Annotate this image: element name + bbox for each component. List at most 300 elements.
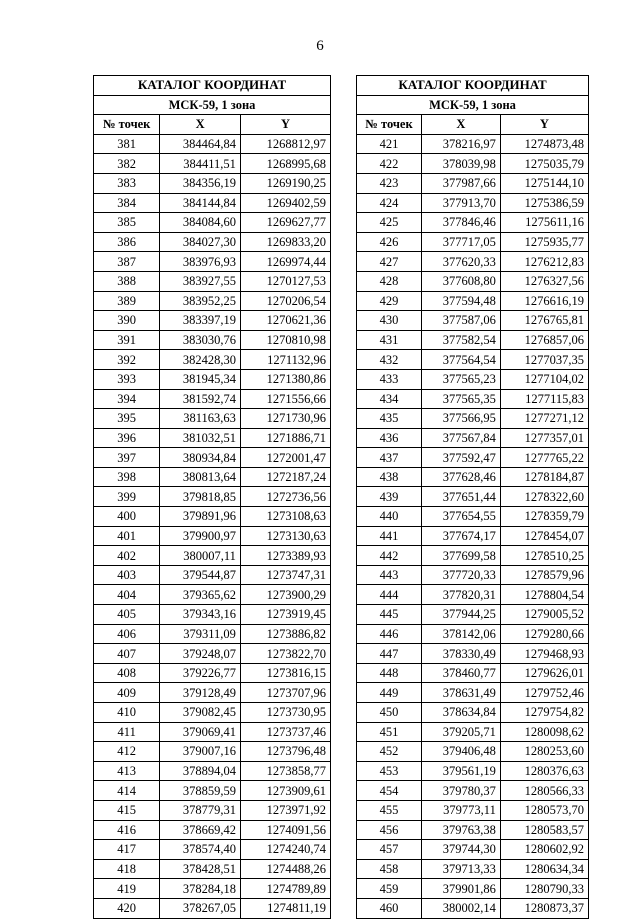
point-number-cell: 390: [94, 311, 160, 331]
x-coordinate-cell: 384084,60: [160, 213, 241, 233]
x-coordinate-cell: 377582,54: [421, 330, 500, 350]
y-coordinate-cell: 1276327,56: [500, 271, 588, 291]
y-coordinate-cell: 1277271,12: [500, 409, 588, 429]
point-number-cell: 436: [357, 428, 422, 448]
y-coordinate-cell: 1273858,77: [240, 761, 330, 781]
y-coordinate-cell: 1275386,59: [500, 193, 588, 213]
x-coordinate-cell: 381163,63: [160, 409, 241, 429]
catalog-title: КАТАЛОГ КООРДИНАТ: [357, 76, 589, 96]
point-number-cell: 385: [94, 213, 160, 233]
table-row: [357, 350, 589, 370]
table-row: [357, 252, 589, 272]
point-number-cell: 389: [94, 291, 160, 311]
y-coordinate-cell: 1271730,96: [240, 409, 330, 429]
x-coordinate-cell: 379128,49: [160, 683, 241, 703]
point-number-cell: 437: [357, 448, 422, 468]
table-row: [357, 585, 589, 605]
x-coordinate-cell: 379544,87: [160, 565, 241, 585]
y-coordinate-cell: 1274873,48: [500, 134, 588, 154]
point-number-cell: 407: [94, 644, 160, 664]
y-coordinate-cell: 1279752,46: [500, 683, 588, 703]
x-coordinate-cell: 380007,11: [160, 546, 241, 566]
table-row: [94, 722, 331, 742]
y-coordinate-cell: 1273796,48: [240, 742, 330, 762]
point-number-cell: 454: [357, 781, 422, 801]
y-coordinate-cell: 1270206,54: [240, 291, 330, 311]
x-coordinate-cell: 379365,62: [160, 585, 241, 605]
y-coordinate-cell: 1278359,79: [500, 507, 588, 527]
y-coordinate-cell: 1272187,24: [240, 467, 330, 487]
point-number-cell: 415: [94, 800, 160, 820]
point-number-cell: 388: [94, 271, 160, 291]
table-row: [94, 369, 331, 389]
table-row: [94, 350, 331, 370]
table-row: [357, 859, 589, 879]
table-row: [94, 565, 331, 585]
y-coordinate-cell: 1273886,82: [240, 624, 330, 644]
x-coordinate-cell: 378330,49: [421, 644, 500, 664]
point-number-cell: 449: [357, 683, 422, 703]
y-coordinate-cell: 1271886,71: [240, 428, 330, 448]
table-row: [94, 742, 331, 762]
x-coordinate-cell: 378142,06: [421, 624, 500, 644]
point-number-cell: 423: [357, 173, 422, 193]
y-coordinate-cell: 1277037,35: [500, 350, 588, 370]
x-coordinate-cell: 378631,49: [421, 683, 500, 703]
y-coordinate-cell: 1273108,63: [240, 507, 330, 527]
point-number-cell: 405: [94, 605, 160, 625]
y-coordinate-cell: 1280566,33: [500, 781, 588, 801]
point-number-cell: 398: [94, 467, 160, 487]
point-number-cell: 444: [357, 585, 422, 605]
coordinate-catalog-table-left: [93, 75, 331, 919]
table-row: [94, 134, 331, 154]
y-coordinate-cell: 1278579,96: [500, 565, 588, 585]
table-row: [357, 487, 589, 507]
x-coordinate-cell: 379713,33: [421, 859, 500, 879]
table-row: [357, 271, 589, 291]
table-row: [94, 820, 331, 840]
y-coordinate-cell: 1277765,22: [500, 448, 588, 468]
point-number-cell: 459: [357, 879, 422, 899]
y-coordinate-cell: 1279005,52: [500, 605, 588, 625]
point-number-cell: 453: [357, 761, 422, 781]
x-coordinate-cell: 384027,30: [160, 232, 241, 252]
y-coordinate-cell: 1280573,70: [500, 800, 588, 820]
y-coordinate-cell: 1280790,33: [500, 879, 588, 899]
table-row: [357, 428, 589, 448]
table-row: [357, 213, 589, 233]
x-coordinate-cell: 378634,84: [421, 703, 500, 723]
table-row: [357, 683, 589, 703]
column-header-point-number: № точек: [357, 115, 422, 135]
column-header-point-number: № точек: [94, 115, 160, 135]
x-coordinate-cell: 379901,86: [421, 879, 500, 899]
y-coordinate-cell: 1269833,20: [240, 232, 330, 252]
y-coordinate-cell: 1278322,60: [500, 487, 588, 507]
x-coordinate-cell: 380002,14: [421, 898, 500, 918]
table-row: [94, 879, 331, 899]
point-number-cell: 430: [357, 311, 422, 331]
x-coordinate-cell: 380934,84: [160, 448, 241, 468]
table-row: [94, 585, 331, 605]
y-coordinate-cell: 1280602,92: [500, 840, 588, 860]
point-number-cell: 457: [357, 840, 422, 860]
table-row: [357, 330, 589, 350]
table-row: [357, 742, 589, 762]
x-coordinate-cell: 378216,97: [421, 134, 500, 154]
x-coordinate-cell: 377674,17: [421, 526, 500, 546]
x-coordinate-cell: 379205,71: [421, 722, 500, 742]
point-number-cell: 455: [357, 800, 422, 820]
y-coordinate-cell: 1274789,89: [240, 879, 330, 899]
x-coordinate-cell: 383976,93: [160, 252, 241, 272]
x-coordinate-cell: 381592,74: [160, 389, 241, 409]
table-row: [357, 409, 589, 429]
table-row: [357, 624, 589, 644]
y-coordinate-cell: 1278454,07: [500, 526, 588, 546]
x-coordinate-cell: 381032,51: [160, 428, 241, 448]
point-number-cell: 397: [94, 448, 160, 468]
column-header-y: Y: [240, 115, 330, 135]
point-number-cell: 440: [357, 507, 422, 527]
point-number-cell: 439: [357, 487, 422, 507]
point-number-cell: 418: [94, 859, 160, 879]
x-coordinate-cell: 383952,25: [160, 291, 241, 311]
x-coordinate-cell: 378428,51: [160, 859, 241, 879]
point-number-cell: 450: [357, 703, 422, 723]
x-coordinate-cell: 377566,95: [421, 409, 500, 429]
table-row: [94, 232, 331, 252]
table-row: [357, 644, 589, 664]
y-coordinate-cell: 1277115,83: [500, 389, 588, 409]
catalog-title: КАТАЛОГ КООРДИНАТ: [94, 76, 331, 96]
x-coordinate-cell: 379069,41: [160, 722, 241, 742]
table-row: [357, 781, 589, 801]
point-number-cell: 400: [94, 507, 160, 527]
y-coordinate-cell: 1273707,96: [240, 683, 330, 703]
x-coordinate-cell: 379007,16: [160, 742, 241, 762]
table-row: [94, 683, 331, 703]
point-number-cell: 427: [357, 252, 422, 272]
table-row: [357, 232, 589, 252]
x-coordinate-cell: 377567,84: [421, 428, 500, 448]
column-header-x: X: [160, 115, 241, 135]
point-number-cell: 383: [94, 173, 160, 193]
x-coordinate-cell: 377654,55: [421, 507, 500, 527]
x-coordinate-cell: 384411,51: [160, 154, 241, 174]
y-coordinate-cell: 1273737,46: [240, 722, 330, 742]
table-row: [94, 761, 331, 781]
table-row: [357, 546, 589, 566]
point-number-cell: 403: [94, 565, 160, 585]
x-coordinate-cell: 384464,84: [160, 134, 241, 154]
x-coordinate-cell: 379561,19: [421, 761, 500, 781]
y-coordinate-cell: 1280376,63: [500, 761, 588, 781]
table-row: [94, 409, 331, 429]
x-coordinate-cell: 381945,34: [160, 369, 241, 389]
table-row: [357, 154, 589, 174]
y-coordinate-cell: 1269974,44: [240, 252, 330, 272]
y-coordinate-cell: 1277104,02: [500, 369, 588, 389]
table-row: [357, 663, 589, 683]
point-number-cell: 387: [94, 252, 160, 272]
table-row: [357, 311, 589, 331]
table-row: [94, 252, 331, 272]
point-number-cell: 394: [94, 389, 160, 409]
y-coordinate-cell: 1275144,10: [500, 173, 588, 193]
x-coordinate-cell: 383397,19: [160, 311, 241, 331]
table-row: [357, 722, 589, 742]
point-number-cell: 404: [94, 585, 160, 605]
table-row: [357, 879, 589, 899]
table-row: [94, 428, 331, 448]
y-coordinate-cell: 1280253,60: [500, 742, 588, 762]
point-number-cell: 381: [94, 134, 160, 154]
table-row: [357, 565, 589, 585]
table-row: [94, 644, 331, 664]
y-coordinate-cell: 1268812,97: [240, 134, 330, 154]
x-coordinate-cell: 377944,25: [421, 605, 500, 625]
page-number: 6: [316, 38, 324, 54]
table-row: [357, 193, 589, 213]
table-row: [94, 840, 331, 860]
y-coordinate-cell: 1279626,01: [500, 663, 588, 683]
point-number-cell: 410: [94, 703, 160, 723]
point-number-cell: 395: [94, 409, 160, 429]
y-coordinate-cell: 1272001,47: [240, 448, 330, 468]
x-coordinate-cell: 379744,30: [421, 840, 500, 860]
table-row: [94, 507, 331, 527]
point-number-cell: 414: [94, 781, 160, 801]
point-number-cell: 382: [94, 154, 160, 174]
table-row: [94, 546, 331, 566]
y-coordinate-cell: 1279754,82: [500, 703, 588, 723]
y-coordinate-cell: 1273822,70: [240, 644, 330, 664]
table-row: [357, 291, 589, 311]
point-number-cell: 432: [357, 350, 422, 370]
y-coordinate-cell: 1274811,19: [240, 898, 330, 918]
point-number-cell: 386: [94, 232, 160, 252]
point-number-cell: 422: [357, 154, 422, 174]
y-coordinate-cell: 1273389,93: [240, 546, 330, 566]
point-number-cell: 448: [357, 663, 422, 683]
y-coordinate-cell: 1269627,77: [240, 213, 330, 233]
point-number-cell: 429: [357, 291, 422, 311]
y-coordinate-cell: 1272736,56: [240, 487, 330, 507]
y-coordinate-cell: 1278804,54: [500, 585, 588, 605]
point-number-cell: 445: [357, 605, 422, 625]
table-row: [94, 703, 331, 723]
table-row: [94, 859, 331, 879]
table-row: [94, 311, 331, 331]
x-coordinate-cell: 379780,37: [421, 781, 500, 801]
table-row: [94, 467, 331, 487]
y-coordinate-cell: 1271380,86: [240, 369, 330, 389]
point-number-cell: 428: [357, 271, 422, 291]
point-number-cell: 401: [94, 526, 160, 546]
x-coordinate-cell: 377720,33: [421, 565, 500, 585]
x-coordinate-cell: 379248,07: [160, 644, 241, 664]
x-coordinate-cell: 377820,31: [421, 585, 500, 605]
x-coordinate-cell: 378267,05: [160, 898, 241, 918]
x-coordinate-cell: 377620,33: [421, 252, 500, 272]
x-coordinate-cell: 377564,54: [421, 350, 500, 370]
x-coordinate-cell: 377913,70: [421, 193, 500, 213]
x-coordinate-cell: 378894,04: [160, 761, 241, 781]
x-coordinate-cell: 380813,64: [160, 467, 241, 487]
x-coordinate-cell: 377651,44: [421, 487, 500, 507]
x-coordinate-cell: 378574,40: [160, 840, 241, 860]
table-row: [357, 800, 589, 820]
x-coordinate-cell: 379226,77: [160, 663, 241, 683]
point-number-cell: 408: [94, 663, 160, 683]
x-coordinate-cell: 377587,06: [421, 311, 500, 331]
table-row: [94, 605, 331, 625]
point-number-cell: 417: [94, 840, 160, 860]
table-row: [94, 526, 331, 546]
x-coordinate-cell: 378669,42: [160, 820, 241, 840]
x-coordinate-cell: 378284,18: [160, 879, 241, 899]
point-number-cell: 425: [357, 213, 422, 233]
y-coordinate-cell: 1277357,01: [500, 428, 588, 448]
y-coordinate-cell: 1280634,34: [500, 859, 588, 879]
y-coordinate-cell: 1271556,66: [240, 389, 330, 409]
y-coordinate-cell: 1270810,98: [240, 330, 330, 350]
x-coordinate-cell: 379406,48: [421, 742, 500, 762]
point-number-cell: 420: [94, 898, 160, 918]
table-row: [94, 173, 331, 193]
point-number-cell: 433: [357, 369, 422, 389]
column-header-y: Y: [500, 115, 588, 135]
x-coordinate-cell: 379082,45: [160, 703, 241, 723]
x-coordinate-cell: 377699,58: [421, 546, 500, 566]
table-row: [357, 703, 589, 723]
point-number-cell: 456: [357, 820, 422, 840]
point-number-cell: 419: [94, 879, 160, 899]
point-number-cell: 458: [357, 859, 422, 879]
x-coordinate-cell: 379773,11: [421, 800, 500, 820]
y-coordinate-cell: 1273747,31: [240, 565, 330, 585]
table-row: [357, 134, 589, 154]
point-number-cell: 411: [94, 722, 160, 742]
x-coordinate-cell: 377987,66: [421, 173, 500, 193]
point-number-cell: 438: [357, 467, 422, 487]
point-number-cell: 442: [357, 546, 422, 566]
table-row: [357, 389, 589, 409]
point-number-cell: 399: [94, 487, 160, 507]
point-number-cell: 426: [357, 232, 422, 252]
table-row: [357, 173, 589, 193]
table-row: [94, 781, 331, 801]
y-coordinate-cell: 1273900,29: [240, 585, 330, 605]
table-row: [94, 487, 331, 507]
y-coordinate-cell: 1270621,36: [240, 311, 330, 331]
table-row: [94, 448, 331, 468]
y-coordinate-cell: 1275935,77: [500, 232, 588, 252]
x-coordinate-cell: 378460,77: [421, 663, 500, 683]
table-row: [94, 154, 331, 174]
x-coordinate-cell: 383927,55: [160, 271, 241, 291]
table-row: [94, 800, 331, 820]
x-coordinate-cell: 379818,85: [160, 487, 241, 507]
point-number-cell: 412: [94, 742, 160, 762]
point-number-cell: 396: [94, 428, 160, 448]
y-coordinate-cell: 1274488,26: [240, 859, 330, 879]
y-coordinate-cell: 1274240,74: [240, 840, 330, 860]
x-coordinate-cell: 377608,80: [421, 271, 500, 291]
x-coordinate-cell: 379900,97: [160, 526, 241, 546]
y-coordinate-cell: 1280583,57: [500, 820, 588, 840]
x-coordinate-cell: 382428,30: [160, 350, 241, 370]
table-body-right: [357, 134, 589, 918]
y-coordinate-cell: 1275611,16: [500, 213, 588, 233]
table-row: [357, 605, 589, 625]
x-coordinate-cell: 378039,98: [421, 154, 500, 174]
x-coordinate-cell: 378859,59: [160, 781, 241, 801]
coordinate-system-zone: МСК-59, 1 зона: [357, 95, 589, 115]
point-number-cell: 434: [357, 389, 422, 409]
point-number-cell: 421: [357, 134, 422, 154]
point-number-cell: 441: [357, 526, 422, 546]
point-number-cell: 384: [94, 193, 160, 213]
y-coordinate-cell: 1276765,81: [500, 311, 588, 331]
table-row: [94, 663, 331, 683]
y-coordinate-cell: 1279280,66: [500, 624, 588, 644]
y-coordinate-cell: 1278184,87: [500, 467, 588, 487]
table-row: [357, 526, 589, 546]
table-row: [357, 467, 589, 487]
table-row: [357, 820, 589, 840]
y-coordinate-cell: 1270127,53: [240, 271, 330, 291]
point-number-cell: 391: [94, 330, 160, 350]
table-row: [94, 193, 331, 213]
point-number-cell: 452: [357, 742, 422, 762]
table-row: [357, 761, 589, 781]
table-row: [94, 624, 331, 644]
point-number-cell: 406: [94, 624, 160, 644]
y-coordinate-cell: 1276212,83: [500, 252, 588, 272]
column-header-x: X: [421, 115, 500, 135]
x-coordinate-cell: 379763,38: [421, 820, 500, 840]
coordinate-system-zone: МСК-59, 1 зона: [94, 95, 331, 115]
table-row: [357, 369, 589, 389]
point-number-cell: 435: [357, 409, 422, 429]
y-coordinate-cell: 1278510,25: [500, 546, 588, 566]
point-number-cell: 431: [357, 330, 422, 350]
table-row: [94, 213, 331, 233]
y-coordinate-cell: 1269402,59: [240, 193, 330, 213]
table-row: [357, 507, 589, 527]
table-row: [357, 448, 589, 468]
point-number-cell: 424: [357, 193, 422, 213]
y-coordinate-cell: 1273971,92: [240, 800, 330, 820]
point-number-cell: 451: [357, 722, 422, 742]
point-number-cell: 413: [94, 761, 160, 781]
y-coordinate-cell: 1274091,56: [240, 820, 330, 840]
y-coordinate-cell: 1275035,79: [500, 154, 588, 174]
y-coordinate-cell: 1276616,19: [500, 291, 588, 311]
x-coordinate-cell: 377717,05: [421, 232, 500, 252]
table-row: [357, 840, 589, 860]
x-coordinate-cell: 377594,48: [421, 291, 500, 311]
x-coordinate-cell: 379891,96: [160, 507, 241, 527]
y-coordinate-cell: 1268995,68: [240, 154, 330, 174]
point-number-cell: 447: [357, 644, 422, 664]
y-coordinate-cell: 1273730,95: [240, 703, 330, 723]
y-coordinate-cell: 1273816,15: [240, 663, 330, 683]
x-coordinate-cell: 379311,09: [160, 624, 241, 644]
